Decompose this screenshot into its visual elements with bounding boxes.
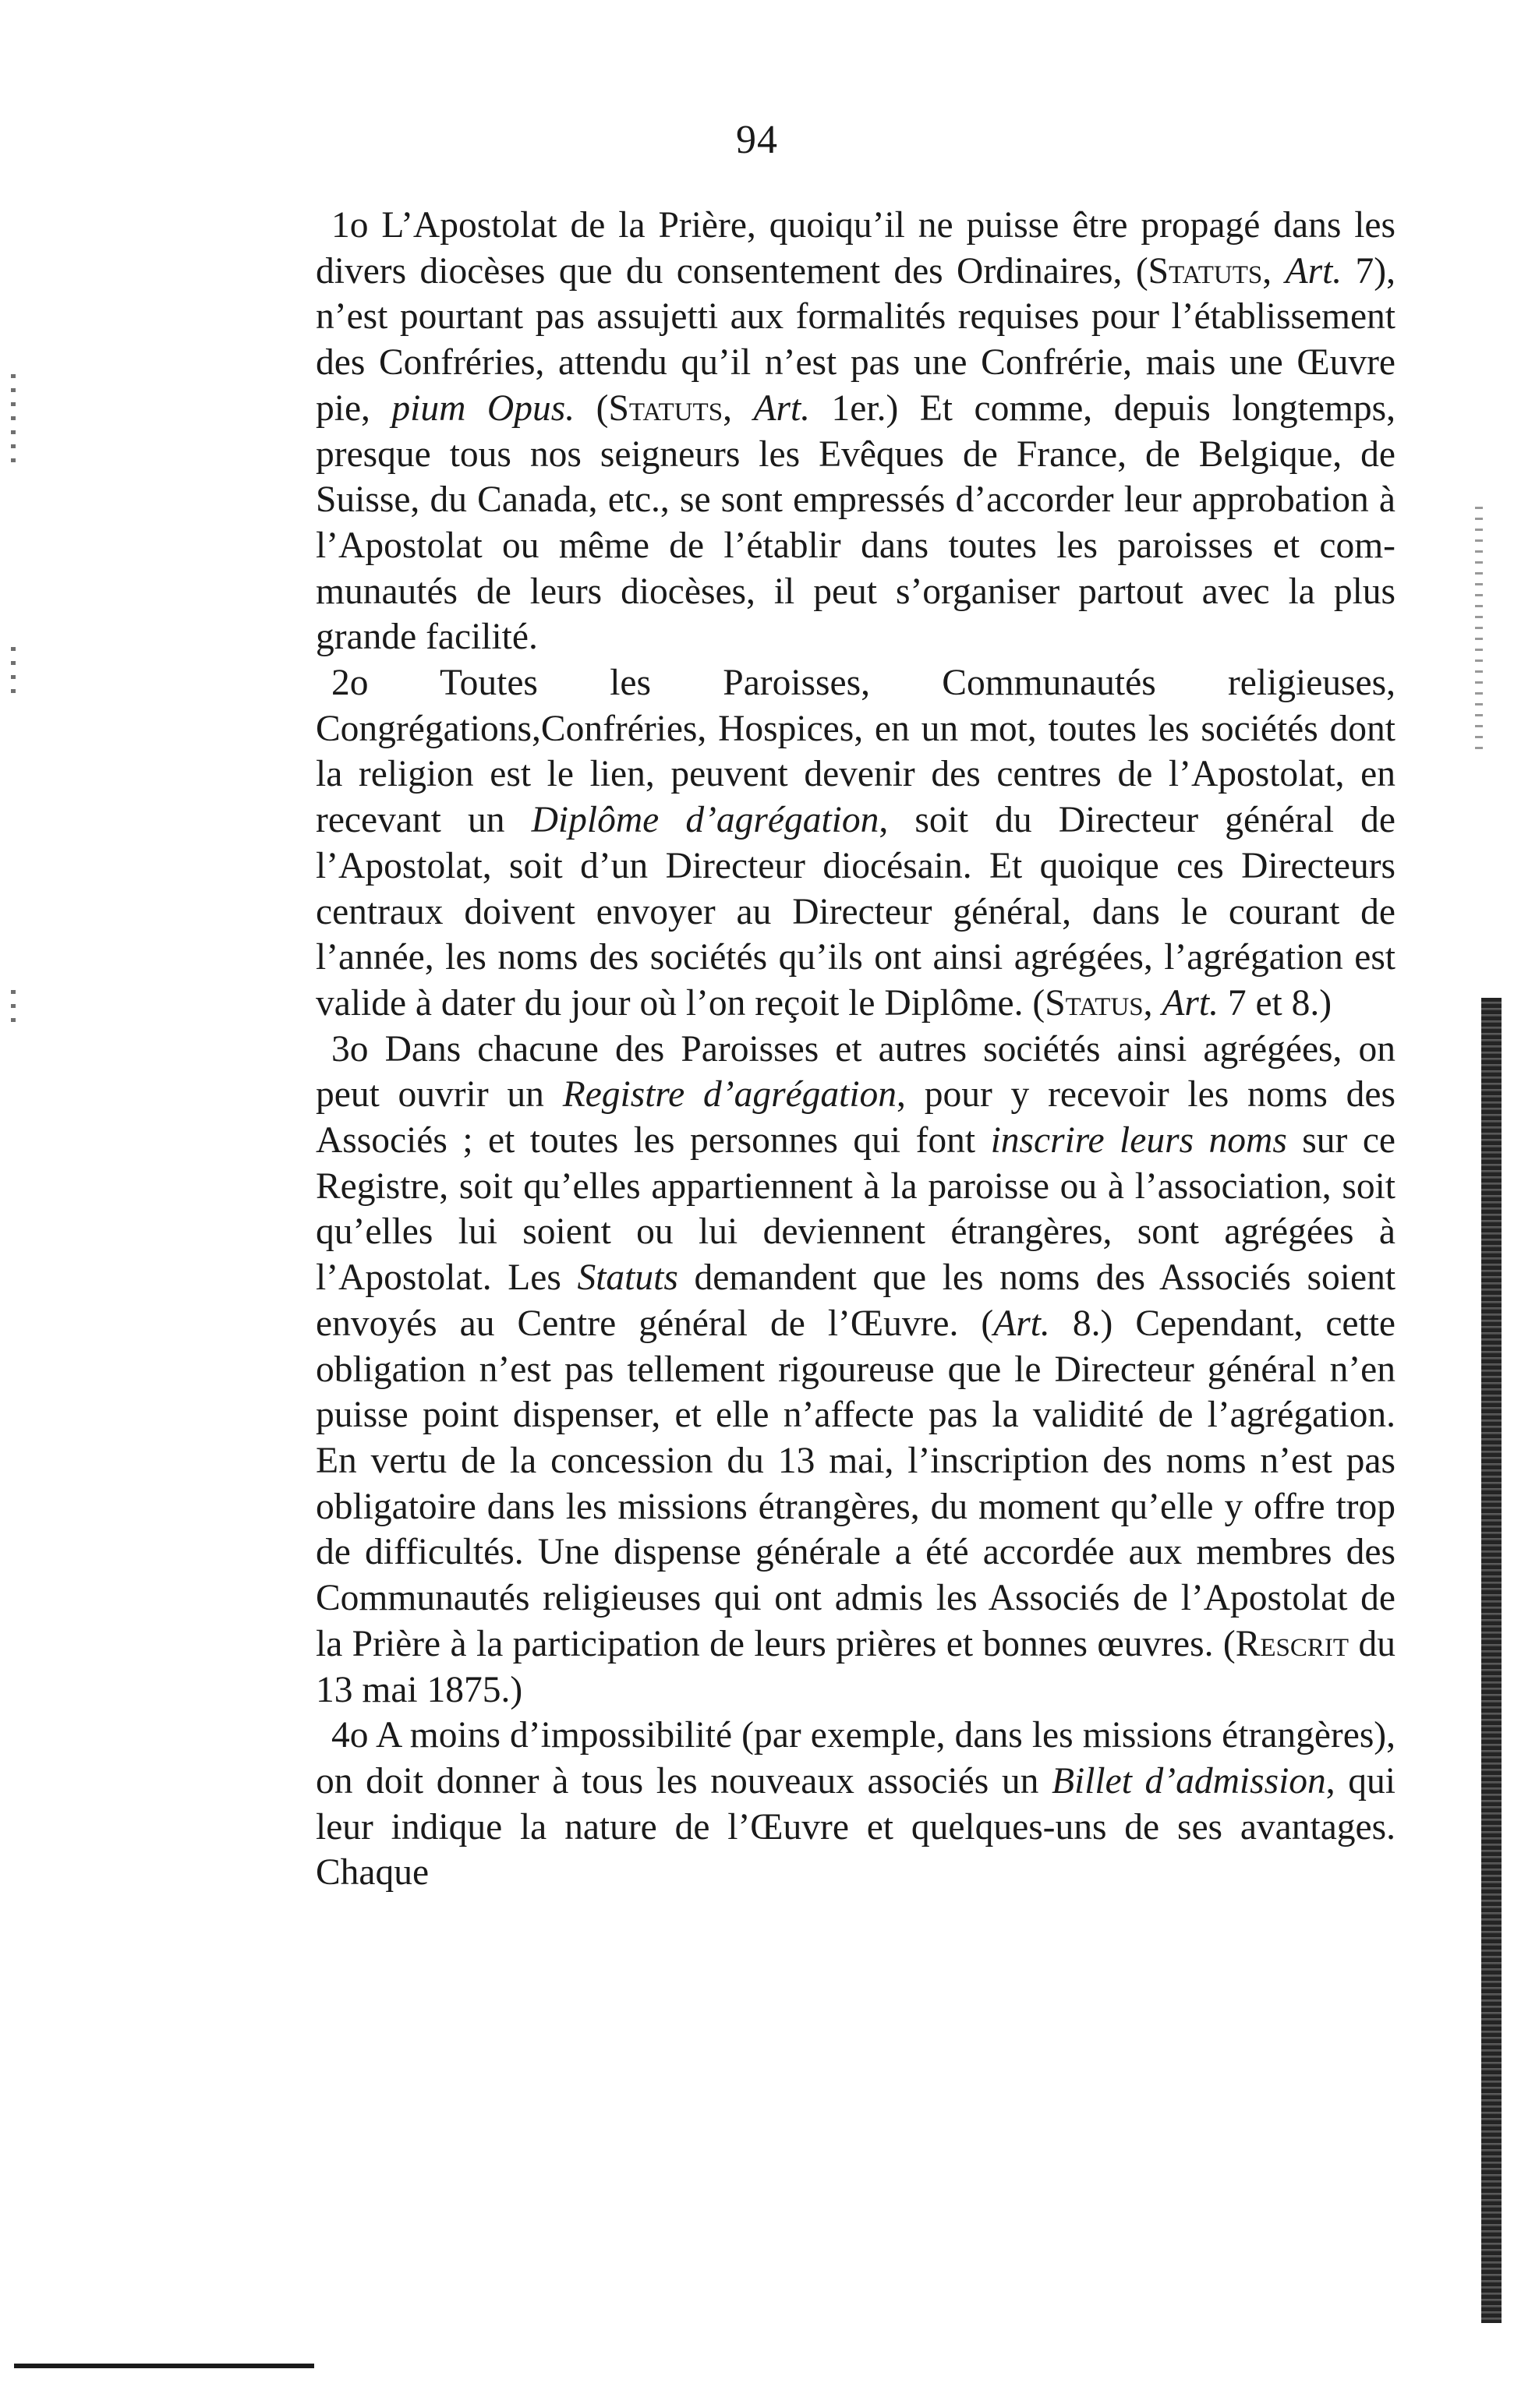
text-run: 3o Dans chacune des Paroisses et autres sociétés ainsi agrégées, on peut ouvrir un (316, 1028, 1395, 1116)
scan-left-dots (11, 647, 16, 702)
italic-text: Billet d’admission (1052, 1760, 1326, 1802)
paragraph-1 (316, 203, 1395, 660)
scan-bottom-rule (14, 2364, 314, 2368)
body-text (316, 203, 1395, 1896)
text-run: 7), n’est pourtant pas assujetti aux formalités requises pour l’établissement des Confréries, attendu qu’il n’est pas une Confrérie, mais une Œuvre pie, (316, 250, 1396, 429)
scan-left-dots (11, 990, 16, 1029)
italic-text: Art. (1162, 982, 1219, 1024)
italic-text: Statuts (577, 1257, 678, 1299)
italic-text: Registre d’agrégation (562, 1074, 897, 1116)
text-run: , pour y recevoir les noms des Associés ; et toutes les personnes qui font (316, 1074, 1395, 1162)
paragraph-4 (316, 1713, 1395, 1896)
italic-text: inscrire leurs noms (990, 1120, 1287, 1162)
text-run: du 13 mai 1875.) (316, 1623, 1395, 1710)
smallcaps-text: Statuts (608, 387, 723, 429)
text-run: 4o A moins d’impossibilité (par exemple, dans les missions étrangères), on doit donner à tous les nouveaux associés un (316, 1715, 1395, 1802)
smallcaps-text: Statuts (1148, 250, 1263, 292)
text-run: 8.) Cependant, cette obligation n’est pas tellement rigoureuse que le Directeur général n’en puisse point dispenser, et elle n’affecte pas la validité de l’agrégation. En vertu de la concession du 13 mai, l’inscription des noms n’est pas obligatoire dans les missions étrangères, du moment qu’elle y offre trop de difficultés. Une dispense générale a été accordée aux membres des Communautés religieuses qui ont admis les Associés de l’Apostolat de la Prière à la participation de leurs prières et bonnes œuvres. ( (316, 1303, 1395, 1664)
text-run: , (1143, 982, 1162, 1024)
smallcaps-text: Rescrit (1235, 1623, 1350, 1664)
text-run: , (1262, 250, 1286, 292)
paragraph-2 (316, 660, 1395, 1027)
text-run: ( (575, 387, 609, 429)
italic-text: pium Opus. (391, 387, 575, 429)
text-run: 2o Toutes les Paroisses, Communautés religieuses, Congrégations,Confréries, Hospices, en un mot, toutes les sociétés dont la religion est le lien, peuvent devenir des centres de l’Apostolat, en recevant un (316, 663, 1395, 841)
text-run: demandent que les noms des Associés soient envoyés au Centre général de l’Œuvre. ( (316, 1257, 1396, 1344)
page-number: 94 (736, 118, 778, 162)
italic-text: Art. (1285, 250, 1342, 292)
italic-text: Art. (993, 1303, 1050, 1344)
text-run: , soit du Directeur général de l’Apostolat, soit d’un Directeur diocésain. Et quoique ces Directeurs centraux doivent envoyer au Directeur général, dans le courant de l’année, les noms des sociétés qu’ils ont ainsi agrégées, l’agrégation est valide à dater du jour où l’on reçoit le Diplôme. ( (316, 800, 1395, 1024)
scan-edge-ticks (1475, 507, 1483, 756)
text-run: 1o L’Apostolat de la Prière, quoiqu’il ne puisse être propagé dans les divers diocèses que du consentement des Ordinaires, ( (316, 205, 1395, 292)
text-run: 1er.) Et comme, depuis longtemps, presque tous nos seigneurs les Evêques de France, de Belgique, de Suisse, du Canada, etc., se sont empressés d’accorder leur approbation à l’Apostolat ou même de l’établir dans toutes les paroisses et communautés de leurs diocèses, il peut s’organiser partout avec la plus grande facilité. (316, 387, 1396, 658)
text-run: sur ce Registre, soit qu’elles appartiennent à la paroisse ou à l’association, soit qu’elles lui soient ou lui deviennent étrangères, sont agrégées à l’Apostolat. Les (316, 1120, 1396, 1299)
paragraph-3 (316, 1027, 1395, 1713)
smallcaps-text: Status (1045, 982, 1144, 1024)
text-run: , (723, 387, 754, 429)
scan-left-dots (11, 374, 16, 468)
text-run: , qui leur indique la nature de l’Œuvre et quelques-uns de ses avantages. Chaque (316, 1760, 1396, 1894)
italic-text: Diplôme d’agrégation (531, 800, 879, 841)
scan-edge-bar (1481, 998, 1502, 2323)
italic-text: Art. (753, 387, 811, 429)
text-run: 7 et 8.) (1218, 982, 1332, 1024)
